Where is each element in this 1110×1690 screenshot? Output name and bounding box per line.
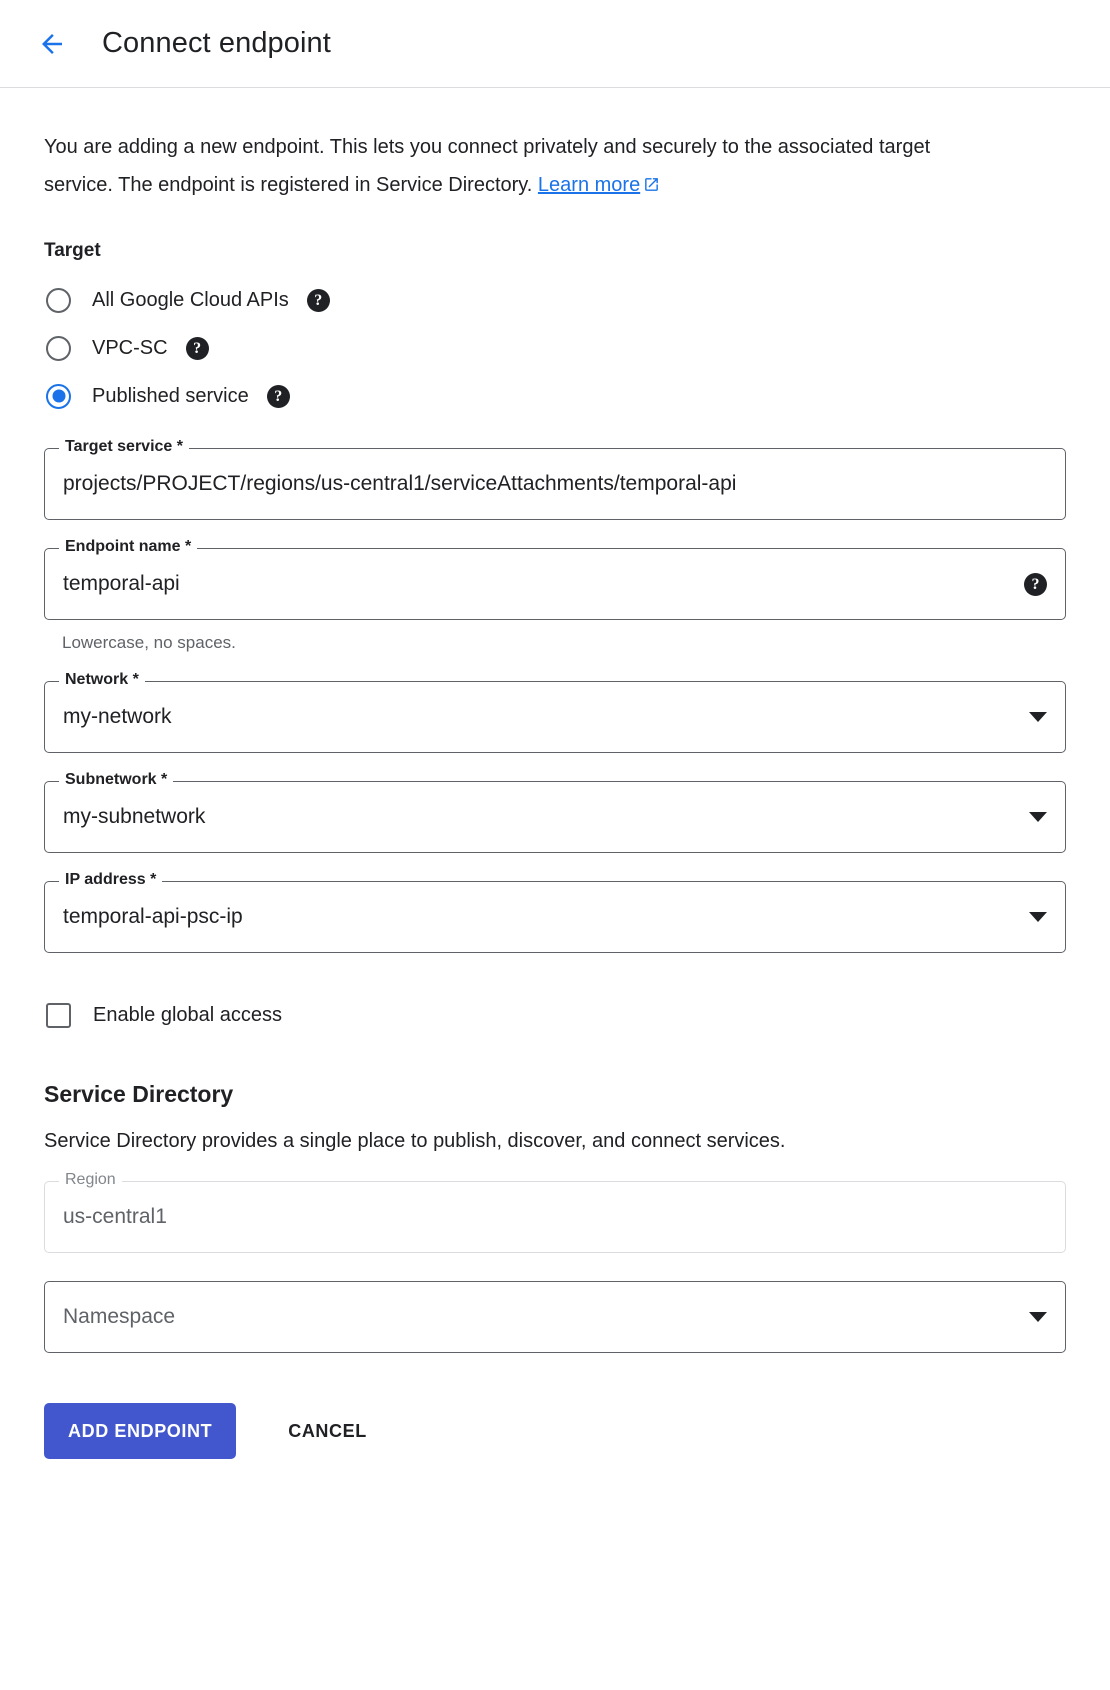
subnetwork-legend: Subnetwork * — [59, 771, 173, 789]
radio-indicator[interactable] — [46, 336, 71, 361]
service-directory-description: Service Directory provides a single place to publish, discover, and connect services. — [44, 1130, 786, 1152]
page-title: Connect endpoint — [102, 27, 331, 59]
ip-address-select[interactable] — [44, 871, 1066, 953]
chevron-down-icon[interactable] — [1029, 1312, 1047, 1322]
namespace-select[interactable] — [44, 1281, 1066, 1353]
ip-address-legend: IP address * — [59, 871, 162, 889]
region-legend: Region — [59, 1171, 122, 1189]
radio-label: All Google Cloud APIs — [92, 288, 289, 311]
network-select[interactable] — [44, 671, 1066, 753]
subnetwork-value: my-subnetwork — [63, 805, 206, 828]
target-service-input[interactable]: projects/PROJECT/regions/us-central1/serviceAttachments/temporal-api — [63, 472, 737, 495]
open-in-new-icon[interactable] — [643, 168, 660, 206]
endpoint-name-field[interactable] — [44, 538, 1066, 620]
enable-global-access-checkbox[interactable] — [46, 1003, 71, 1028]
region-value: us-central1 — [63, 1205, 167, 1228]
radio-indicator[interactable] — [46, 384, 71, 409]
intro-paragraph — [44, 128, 1004, 206]
help-icon[interactable]: ? — [267, 385, 290, 408]
radio-label: Published service — [92, 384, 249, 407]
form-actions — [44, 1403, 1066, 1519]
arrow-left-icon — [37, 29, 67, 59]
back-button[interactable] — [30, 22, 74, 66]
chevron-down-icon[interactable] — [1029, 912, 1047, 922]
network-legend: Network * — [59, 671, 145, 689]
help-icon[interactable]: ? — [307, 289, 330, 312]
intro-text: You are adding a new endpoint. This lets you connect privately and securely to the associated target service. The endpoint is registered in Service Directory. — [44, 136, 931, 196]
subnetwork-select[interactable] — [44, 771, 1066, 853]
page-content — [0, 88, 1110, 1519]
add-endpoint-button[interactable]: ADD ENDPOINT — [44, 1403, 236, 1459]
target-service-legend: Target service * — [59, 438, 189, 456]
endpoint-name-helper-text: Lowercase, no spaces. — [62, 633, 236, 652]
radio-published-service[interactable] — [44, 372, 1066, 420]
namespace-placeholder: Namespace — [63, 1305, 176, 1328]
target-section-label: Target — [44, 240, 101, 261]
enable-global-access-row[interactable] — [44, 995, 1066, 1035]
target-service-field[interactable] — [44, 438, 1066, 520]
radio-indicator[interactable] — [46, 288, 71, 313]
learn-more-link[interactable]: Learn more — [537, 174, 641, 196]
help-icon[interactable]: ? — [186, 337, 209, 360]
endpoint-name-input[interactable]: temporal-api — [63, 572, 180, 595]
page-header — [0, 0, 1110, 88]
endpoint-name-legend: Endpoint name * — [59, 538, 197, 556]
chevron-down-icon[interactable] — [1029, 812, 1047, 822]
radio-vpc-sc[interactable] — [44, 324, 1066, 372]
service-directory-title: Service Directory — [44, 1081, 234, 1107]
chevron-down-icon[interactable] — [1029, 712, 1047, 722]
region-field — [44, 1171, 1066, 1253]
help-icon[interactable]: ? — [1024, 573, 1047, 596]
radio-all-google-cloud-apis[interactable] — [44, 276, 1066, 324]
radio-label: VPC-SC — [92, 336, 168, 359]
enable-global-access-label: Enable global access — [93, 1003, 283, 1026]
ip-address-value: temporal-api-psc-ip — [63, 905, 243, 928]
cancel-button[interactable]: CANCEL — [278, 1403, 377, 1459]
network-value: my-network — [63, 705, 172, 728]
